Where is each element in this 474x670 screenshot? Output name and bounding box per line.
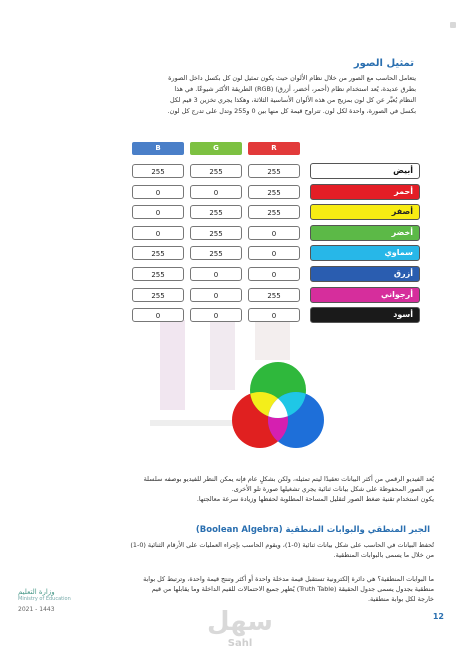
color-name-cell: سماوي bbox=[310, 245, 420, 261]
value-cell-b: 255 bbox=[132, 288, 184, 302]
color-name-cell: أسود bbox=[310, 307, 420, 323]
sahl-watermark bbox=[180, 606, 300, 664]
ministry-name: وزارة التعليم bbox=[18, 588, 55, 596]
boolean-paragraph bbox=[34, 540, 434, 560]
value-cell-g: 255 bbox=[190, 226, 242, 240]
value-cell-b: 255 bbox=[132, 164, 184, 178]
value-cell-r: 255 bbox=[248, 205, 300, 219]
value-cell-r: 0 bbox=[248, 226, 300, 240]
boolean-line: من خلال ما يسمى بالبوابات المنطقية. bbox=[333, 551, 434, 559]
sahl-watermark-en: Sahl bbox=[227, 638, 253, 649]
value-cell-g: 255 bbox=[190, 246, 242, 260]
value-cell-r: 0 bbox=[248, 246, 300, 260]
value-cell-g: 0 bbox=[190, 288, 242, 302]
video-line: يُعد الفيديو الرقمي من أكثر البيانات تعقيدًا ليتم تمثيله، ولكن بشكلٍ عام فإنه يمكن النظر للفيديو بوصفه سلسلة bbox=[143, 475, 434, 483]
intro-line: بطرق عديدة، يُعد استخدام نظام (أحمر، أخضر، أزرق) (RGB) الطريقة الأكثر شيوعًا. في هذا bbox=[174, 85, 416, 93]
video-line: من الصور المحفوظة على شكل بيانات ثنائية يجري تشغيلها صورة تلو الأخرى. bbox=[231, 485, 434, 493]
value-cell-r: 255 bbox=[248, 164, 300, 178]
value-cell-b: 255 bbox=[132, 267, 184, 281]
value-cell-b: 0 bbox=[132, 226, 184, 240]
intro-line: يتعامل الحاسب مع الصور من خلال نظام الألوان حيث يكون تمثيل لون كل بكسل داخل الصورة bbox=[168, 74, 416, 82]
header-b: B bbox=[132, 142, 184, 155]
video-paragraph bbox=[34, 474, 434, 504]
header-r: R bbox=[248, 142, 300, 155]
value-cell-r: 0 bbox=[248, 267, 300, 281]
value-cell-r: 0 bbox=[248, 308, 300, 322]
value-cell-b: 0 bbox=[132, 205, 184, 219]
value-cell-g: 0 bbox=[190, 308, 242, 322]
ministry-logo bbox=[18, 588, 88, 613]
page-number: 12 bbox=[432, 612, 444, 621]
value-cell-g: 255 bbox=[190, 164, 242, 178]
color-name-cell: أزرق bbox=[310, 266, 420, 282]
color-name-cell: أرجواني bbox=[310, 287, 420, 303]
value-cell-r: 255 bbox=[248, 288, 300, 302]
gates-paragraph bbox=[104, 574, 434, 604]
color-name-cell: أصفر bbox=[310, 204, 420, 220]
value-cell-g: 0 bbox=[190, 185, 242, 199]
boolean-line: تُحفظ البيانات في الحاسب على شكل بيانات ثنائية (0-1)، ويقوم الحاسب بإجراء العمليات على الأرقام الثنائية (0-1) bbox=[130, 541, 434, 549]
rgb-venn-diagram bbox=[228, 358, 328, 458]
value-cell-g: 255 bbox=[190, 205, 242, 219]
gates-line: منطقية بجدول يسمى جدول الحقيقة (Truth Table) يُظهر جميع الاحتمالات للقيم الداخلة وما يقابلها من قيم bbox=[151, 585, 434, 593]
year-label: 2021 - 1443 bbox=[18, 606, 55, 613]
value-cell-r: 255 bbox=[248, 185, 300, 199]
rgb-table bbox=[132, 142, 432, 342]
value-cell-b: 255 bbox=[132, 246, 184, 260]
color-name-cell: أحمر bbox=[310, 184, 420, 200]
intro-line: بكسل في الصورة، واحدة لكل لون. تتراوح قيمة كل منها بين 0 و255 وتدل على تدرج كل لون. bbox=[167, 107, 416, 115]
color-name-cell: أبيض bbox=[310, 163, 420, 179]
intro-line: النظام يُعبَّر عن كل لون بمزيج من هذه الألوان الأساسية الثلاثة، وهكذا يجري تخزين 3 قيم لكل bbox=[170, 96, 416, 104]
intro-paragraph bbox=[56, 73, 416, 117]
ministry-name-en: Ministry of Education bbox=[18, 596, 71, 602]
sahl-watermark-ar: سهل bbox=[207, 607, 273, 637]
value-cell-b: 0 bbox=[132, 185, 184, 199]
value-cell-b: 0 bbox=[132, 308, 184, 322]
header-g: G bbox=[190, 142, 242, 155]
value-cell-g: 0 bbox=[190, 267, 242, 281]
gates-line: خارجة لكل بوابة منطقية. bbox=[367, 595, 434, 603]
boolean-title: الجبر المنطقي والبوابات المنطقية (Boolean Algebra) bbox=[195, 525, 430, 535]
video-line: يكون استخدام تقنية ضغط الصور لتقليل المساحة المطلوبة لحفظها وزيادة سرعة معالجتها. bbox=[196, 495, 434, 503]
color-name-cell: أخضر bbox=[310, 225, 420, 241]
gates-line: ما البوابات المنطقية؟ هي دائرة إلكترونية تستقبل قيمة مدخلة واحدة أو أكثر وتنتج قيمة واحدة، وترتبط كل بوابة bbox=[143, 575, 434, 583]
top-mark bbox=[450, 22, 456, 28]
section-title: تمثيل الصور bbox=[353, 58, 414, 69]
